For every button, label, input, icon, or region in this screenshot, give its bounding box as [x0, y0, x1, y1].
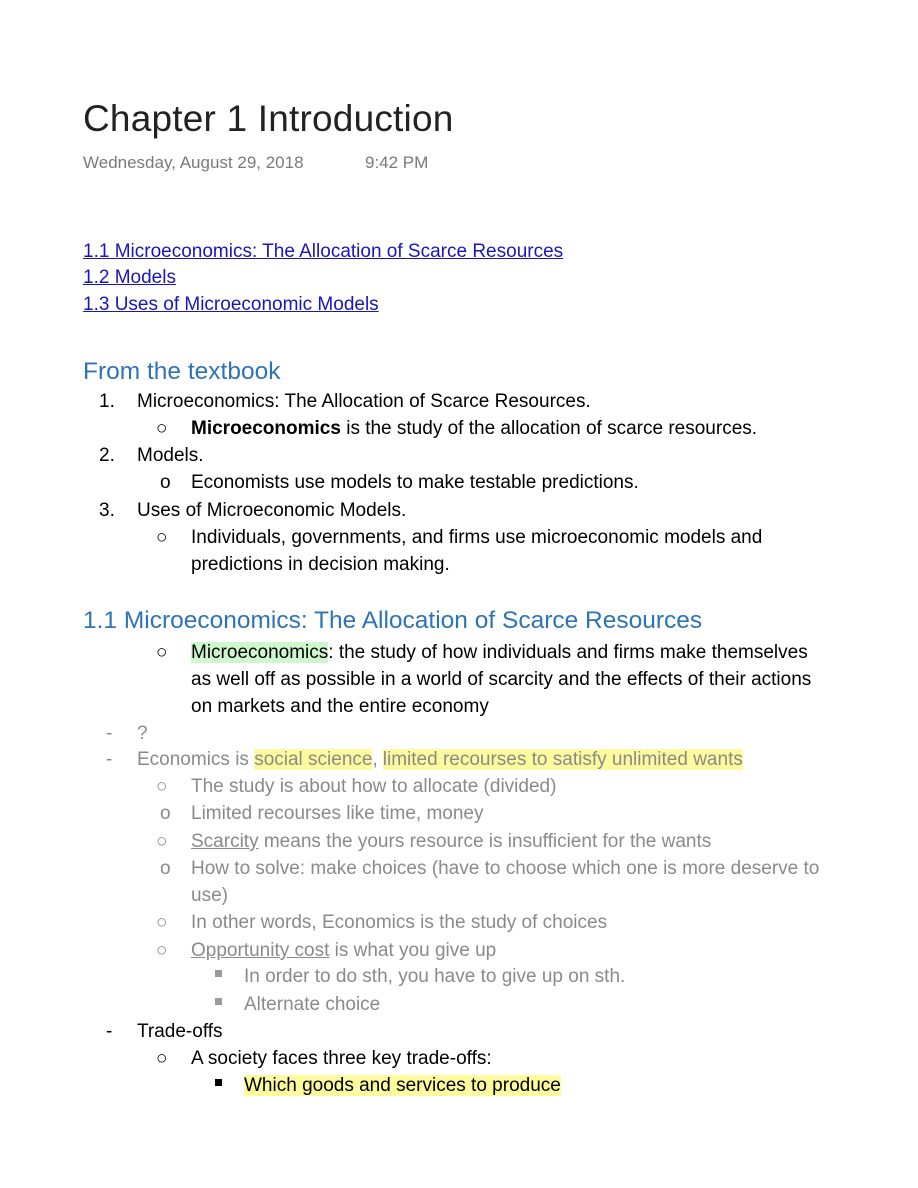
page-date: Wednesday, August 29, 2018: [83, 153, 304, 172]
bullet-dash: -: [106, 1021, 113, 1042]
list-item: Microeconomics: The Allocation of Scarce Resources.: [137, 391, 591, 412]
definition-line: Microeconomics: the study of how individuals and firms make themselves: [191, 642, 808, 663]
list-number: 1.: [99, 391, 115, 412]
list-item: Limited recourses like time, money: [191, 803, 484, 824]
list-item: A society faces three key trade-offs:: [191, 1048, 492, 1069]
bullet-square: [215, 998, 222, 1005]
bullet-circle: ○: [156, 831, 168, 852]
list-item: Economics is social science, limited recourses to satisfy unlimited wants: [137, 749, 743, 770]
bullet-circle: ○: [156, 1048, 168, 1069]
bullet-circle: ○: [156, 418, 168, 439]
list-item-continued: use): [191, 885, 228, 906]
heading-from-textbook: From the textbook: [83, 358, 281, 385]
list-item: ?: [137, 723, 148, 744]
list-number: 3.: [99, 500, 115, 521]
list-item: Microeconomics is the study of the allocation of scarce resources.: [191, 418, 758, 439]
bullet-dash: -: [106, 749, 113, 770]
toc-link-1-1[interactable]: 1.1 Microeconomics: The Allocation of Scarce Resources: [83, 241, 564, 262]
list-item: In order to do sth, you have to give up on sth.: [244, 966, 626, 987]
list-item: Uses of Microeconomic Models.: [137, 500, 407, 521]
list-item: Opportunity cost is what you give up: [191, 940, 497, 961]
bullet-o: o: [160, 858, 171, 879]
list-item: How to solve: make choices (have to choose which one is more deserve to: [191, 858, 820, 879]
list-item: Alternate choice: [244, 994, 381, 1015]
list-item: Economists use models to make testable predictions.: [191, 472, 639, 493]
list-item: Trade-offs: [137, 1021, 223, 1042]
list-item-continued: predictions in decision making.: [191, 554, 450, 575]
page-time: 9:42 PM: [365, 153, 429, 172]
bullet-square: [215, 1079, 222, 1086]
bullet-o: o: [160, 803, 171, 824]
bullet-dash: -: [106, 723, 113, 744]
highlight-term: Microeconomics: [191, 642, 329, 663]
page-title: Chapter 1 Introduction: [83, 98, 454, 139]
list-item: Individuals, governments, and firms use microeconomic models and: [191, 527, 763, 548]
bullet-circle: ○: [156, 912, 168, 933]
list-item: Which goods and services to produce: [244, 1075, 561, 1096]
definition-line: as well off as possible in a world of scarcity and the effects of their actions: [191, 669, 812, 690]
definition-line: on markets and the entire economy: [191, 696, 489, 717]
bullet-circle: ○: [156, 940, 168, 961]
toc-link-1-3[interactable]: 1.3 Uses of Microeconomic Models: [83, 294, 379, 315]
bullet-circle: ○: [156, 642, 168, 663]
bullet-circle: ○: [156, 776, 168, 797]
list-item: Scarcity means the yours resource is insufficient for the wants: [191, 831, 712, 852]
list-item: In other words, Economics is the study of choices: [191, 912, 608, 933]
list-item: Models.: [137, 445, 204, 466]
heading-section-1-1: 1.1 Microeconomics: The Allocation of Scarce Resources: [83, 607, 703, 634]
list-item: The study is about how to allocate (divided): [191, 776, 557, 797]
bullet-square: [215, 970, 222, 977]
bullet-circle: ○: [156, 527, 168, 548]
list-number: 2.: [99, 445, 115, 466]
bullet-o: o: [160, 472, 171, 493]
toc-link-1-2[interactable]: 1.2 Models: [83, 267, 176, 288]
